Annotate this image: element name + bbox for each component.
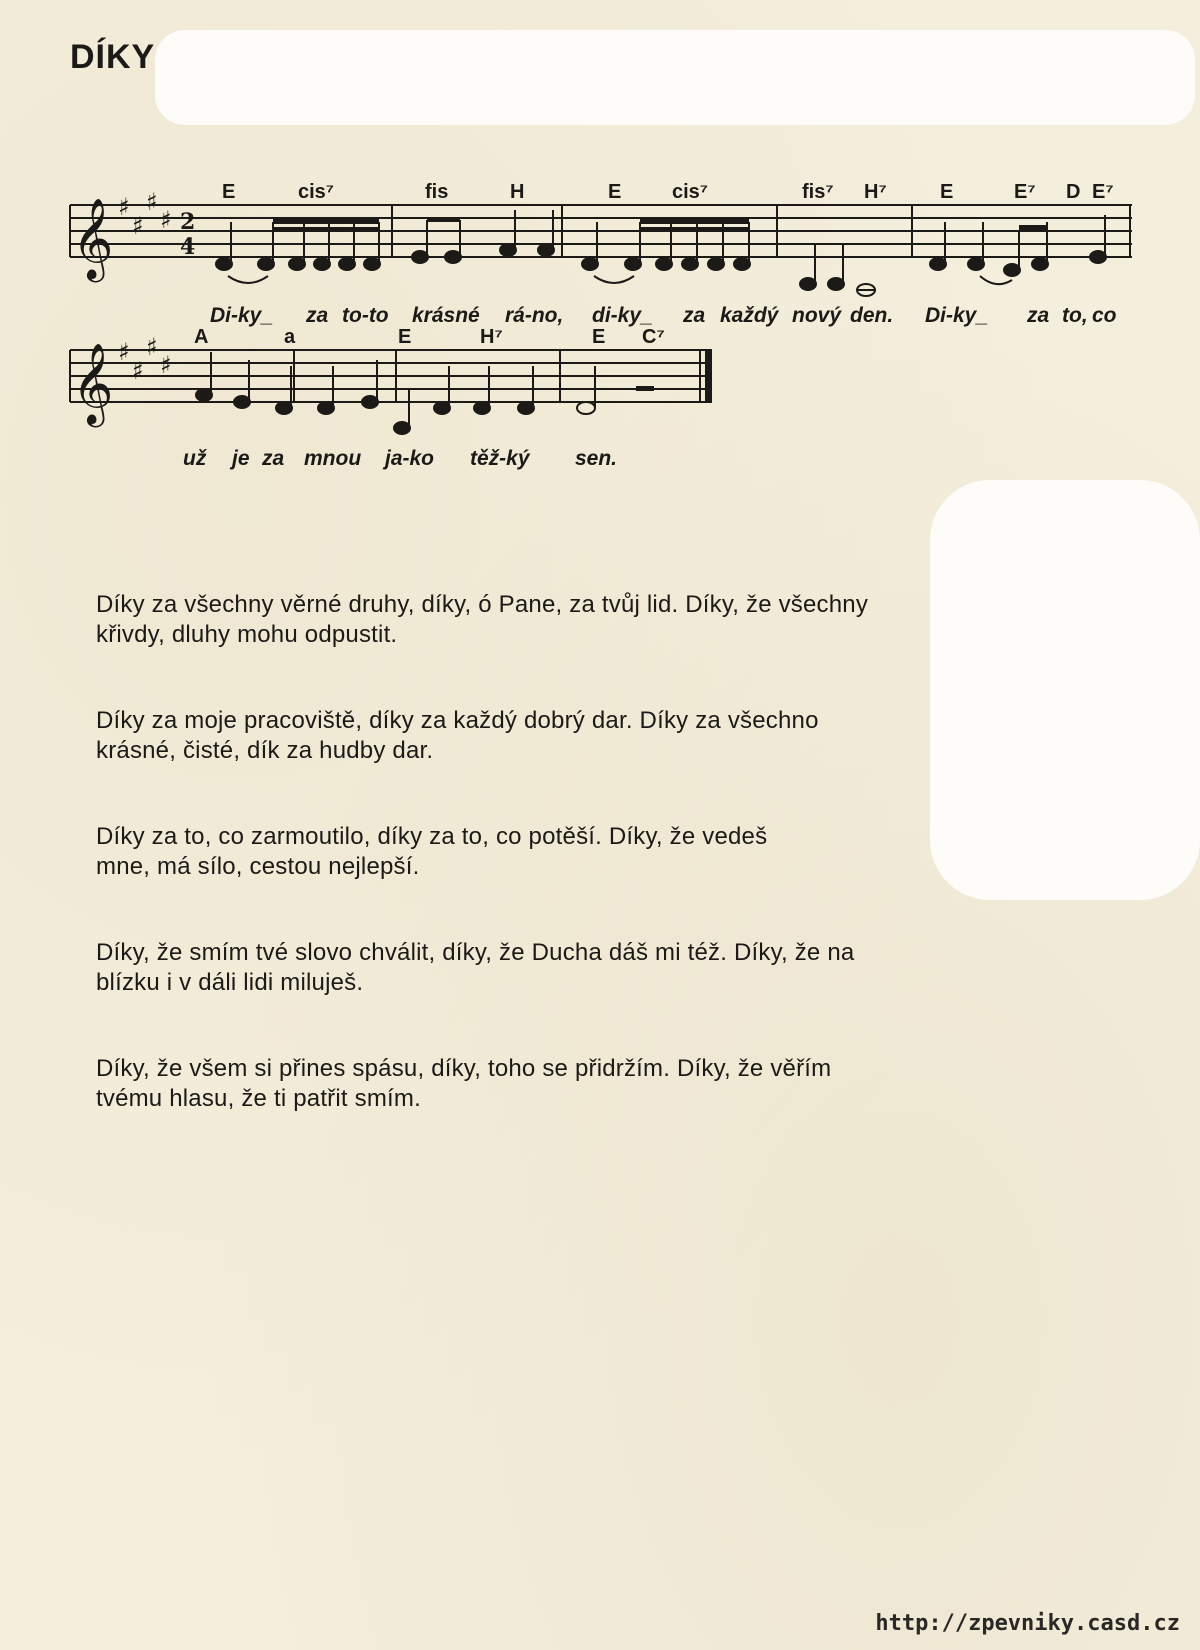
- lyric: mnou: [304, 447, 362, 470]
- verse-3: Díky za to, co zarmoutilo, díky za to, co potěší. Díky, že vedeš mne, má sílo, cestou nejlepší.: [96, 823, 768, 880]
- treble-clef: 𝄞: [72, 197, 114, 279]
- chord: E: [608, 181, 622, 203]
- lyric: za: [1027, 304, 1050, 327]
- lyric: di-ky_: [592, 304, 653, 327]
- page-title: DÍKY: [70, 38, 156, 76]
- chord: fis: [425, 181, 449, 203]
- lyric: rá-no,: [505, 304, 564, 327]
- chord: D: [1066, 181, 1081, 203]
- chord: C⁷: [642, 326, 665, 348]
- svg-text:♯: ♯: [160, 351, 172, 379]
- lyrics-line-1: [210, 304, 1117, 327]
- verse-1: Díky za všechny věrné druhy, díky, ó Pane, za tvůj lid. Díky, že všechny křivdy, dluhy mohu odpustit.: [96, 591, 869, 648]
- svg-text:♯: ♯: [118, 193, 130, 221]
- lyric: to,: [1062, 304, 1088, 327]
- svg-text:♯: ♯: [146, 188, 158, 216]
- treble-clef: 𝄞: [72, 342, 114, 424]
- svg-text:♯: ♯: [160, 206, 172, 234]
- ties-staff-1: [228, 276, 1012, 284]
- lyric: co: [1092, 304, 1117, 327]
- lyrics-line-2: [183, 447, 617, 470]
- lyric: už: [183, 447, 207, 470]
- lyric: sen.: [575, 447, 618, 470]
- key-signature: [118, 188, 172, 240]
- final-barline: [705, 350, 712, 402]
- lyric: ja-ko: [385, 447, 435, 470]
- lyric: je: [232, 447, 250, 470]
- lyric: Di-ky_: [210, 304, 274, 327]
- time-signature: [180, 209, 195, 260]
- verse-5: Díky, že všem si přines spásu, díky, toho se přidržím. Díky, že věřím tvému hlasu, že ti patřit smím.: [96, 1055, 832, 1112]
- notes-staff-2: [196, 352, 654, 434]
- svg-text:4: 4: [180, 234, 196, 260]
- lyric: za: [262, 447, 285, 470]
- svg-text:2: 2: [180, 209, 196, 235]
- chord: E: [222, 181, 236, 203]
- chord: E⁷: [1014, 181, 1036, 203]
- chord: E: [592, 326, 606, 348]
- chords-line-2: [194, 326, 665, 348]
- notes-staff-1: [216, 210, 1106, 296]
- chord: E: [940, 181, 954, 203]
- chord: H⁷: [864, 181, 887, 203]
- lyric: to-to: [342, 304, 389, 327]
- footer-url: http://zpevniky.casd.cz: [875, 1611, 1180, 1636]
- lyric: těž-ký: [470, 447, 530, 470]
- svg-text:♯: ♯: [146, 333, 158, 361]
- staff-line-1: [70, 205, 1132, 257]
- chord: cis⁷: [298, 181, 335, 203]
- svg-text:♯: ♯: [118, 338, 130, 366]
- lyric: nový: [792, 304, 842, 327]
- svg-text:♯: ♯: [132, 212, 144, 240]
- verse-2: Díky za moje pracoviště, díky za každý dobrý dar. Díky za všechno krásné, čisté, dík za hudby dar.: [96, 707, 819, 764]
- lyric: krásné: [412, 304, 480, 327]
- chord: E⁷: [1092, 181, 1114, 203]
- sheet-music: [0, 0, 1200, 480]
- chord: H: [510, 181, 525, 203]
- key-signature: [118, 333, 172, 385]
- lyric: Di-ky_: [925, 304, 989, 327]
- chord: A: [194, 326, 209, 348]
- verses: [96, 590, 1096, 1170]
- chord: a: [284, 326, 296, 348]
- svg-text:♯: ♯: [132, 357, 144, 385]
- lyric: den.: [850, 304, 894, 327]
- lyric: každý: [720, 304, 779, 327]
- lyric: za: [306, 304, 329, 327]
- chord: H⁷: [480, 326, 503, 348]
- chord: cis⁷: [672, 181, 709, 203]
- verse-4: Díky, že smím tvé slovo chválit, díky, že Ducha dáš mi též. Díky, že na blízku i v dáli lidi miluješ.: [96, 939, 855, 996]
- lyric: za: [683, 304, 706, 327]
- chord: E: [398, 326, 412, 348]
- chord: fis⁷: [802, 181, 834, 203]
- chords-line-1: [222, 181, 1114, 203]
